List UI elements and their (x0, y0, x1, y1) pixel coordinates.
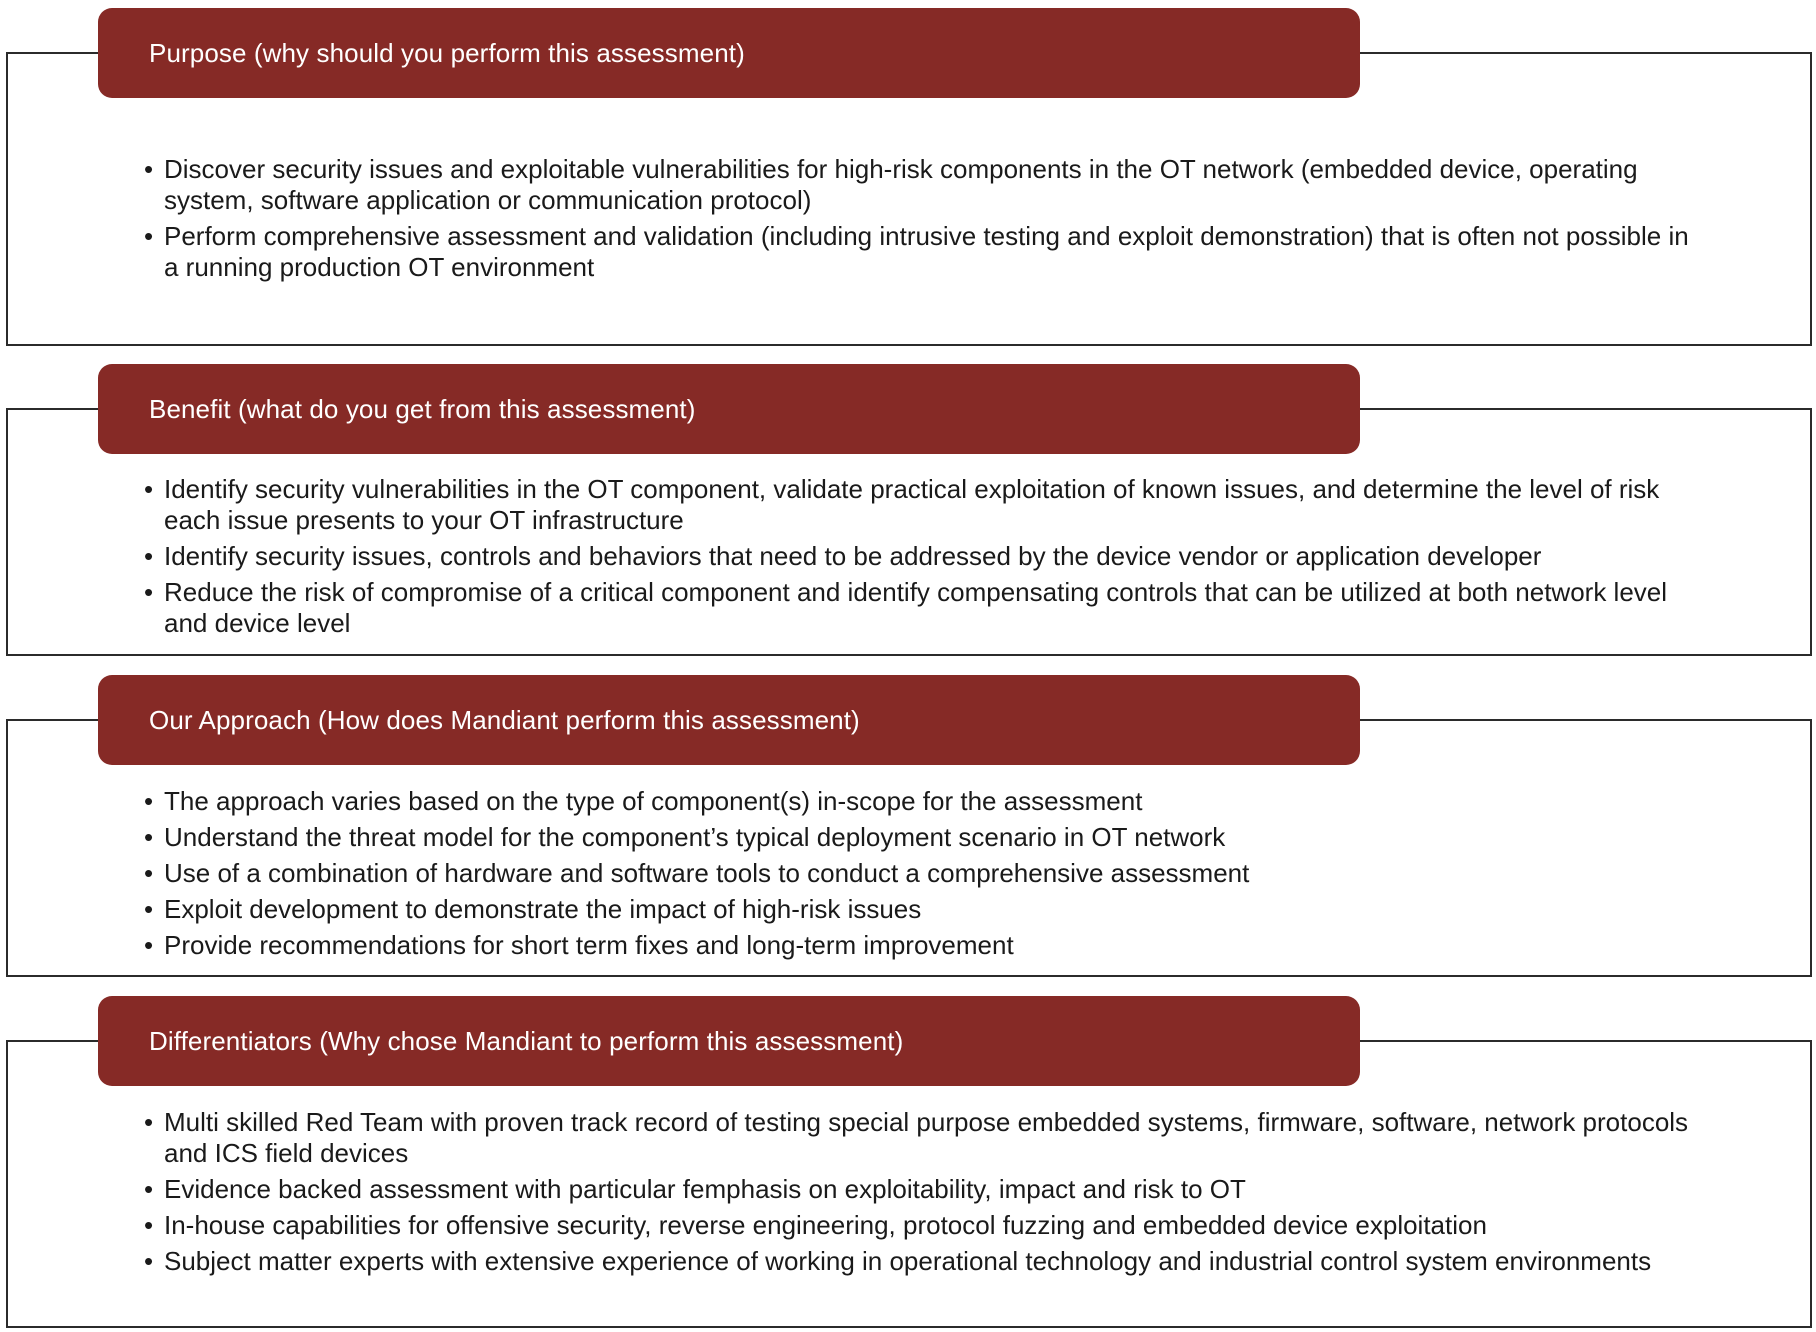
section-benefit-header (98, 364, 1360, 454)
section-purpose-header (98, 8, 1360, 98)
list-item (144, 1246, 1704, 1277)
bullet-text: • Evidence backed assessment with particular femphasis on exploitability, impact and risk to OT (164, 1174, 1246, 1204)
list-item (144, 1107, 1704, 1169)
bullet-text: • Reduce the risk of compromise of a critical component and identify compensating controls that can be utilized at both network level and device level (164, 577, 1668, 638)
list-item (144, 541, 1704, 572)
bullet-text: • Subject matter experts with extensive experience of working in operational technology and industrial control system environments (164, 1246, 1652, 1276)
bullet-text: • The approach varies based on the type of component(s) in-scope for the assessment (164, 786, 1143, 816)
bullet-text: • Multi skilled Red Team with proven track record of testing special purpose embedded systems, firmware, software, network protocols and ICS field devices (164, 1107, 1689, 1168)
bullet-text: • Use of a combination of hardware and software tools to conduct a comprehensive assessment (164, 858, 1250, 888)
list-item (144, 930, 1704, 961)
section-approach-bullets (144, 786, 1704, 966)
bullet-text: • Exploit development to demonstrate the impact of high-risk issues (164, 894, 922, 924)
section-purpose-bullets (144, 154, 1704, 288)
list-item (144, 1174, 1704, 1205)
list-item (144, 894, 1704, 925)
section-differentiators-title: Differentiators (Why chose Mandiant to perform this assessment) (149, 1025, 904, 1056)
bullet-text: • Provide recommendations for short term fixes and long-term improvement (164, 930, 1014, 960)
list-item (144, 858, 1704, 889)
bullet-text: • Identify security issues, controls and behaviors that need to be addressed by the device vendor or application developer (164, 541, 1542, 571)
list-item (144, 577, 1704, 639)
section-approach-header (98, 675, 1360, 765)
section-benefit-bullets (144, 474, 1704, 644)
bullet-text: • In-house capabilities for offensive security, reverse engineering, protocol fuzzing and embedded device exploitation (164, 1210, 1487, 1240)
section-differentiators-header (98, 996, 1360, 1086)
list-item (144, 154, 1704, 216)
section-purpose-title: Purpose (why should you perform this assessment) (149, 37, 745, 68)
section-benefit-title: Benefit (what do you get from this assessment) (149, 393, 696, 424)
section-approach-title: Our Approach (How does Mandiant perform this assessment) (149, 704, 860, 735)
bullet-text: • Identify security vulnerabilities in the OT component, validate practical exploitation of known issues, and determine the level of risk each issue presents to your OT infrastructure (164, 474, 1660, 535)
bullet-text: • Discover security issues and exploitable vulnerabilities for high-risk components in the OT network (embedded device, operating system, software application or communication protocol) (164, 154, 1638, 215)
list-item (144, 1210, 1704, 1241)
bullet-text: • Understand the threat model for the component’s typical deployment scenario in OT network (164, 822, 1226, 852)
list-item (144, 221, 1704, 283)
list-item (144, 822, 1704, 853)
list-item (144, 474, 1704, 536)
bullet-text: • Perform comprehensive assessment and validation (including intrusive testing and exploit demonstration) that is often not possible in a running production OT environment (164, 221, 1689, 282)
list-item (144, 786, 1704, 817)
section-differentiators-bullets (144, 1107, 1704, 1282)
